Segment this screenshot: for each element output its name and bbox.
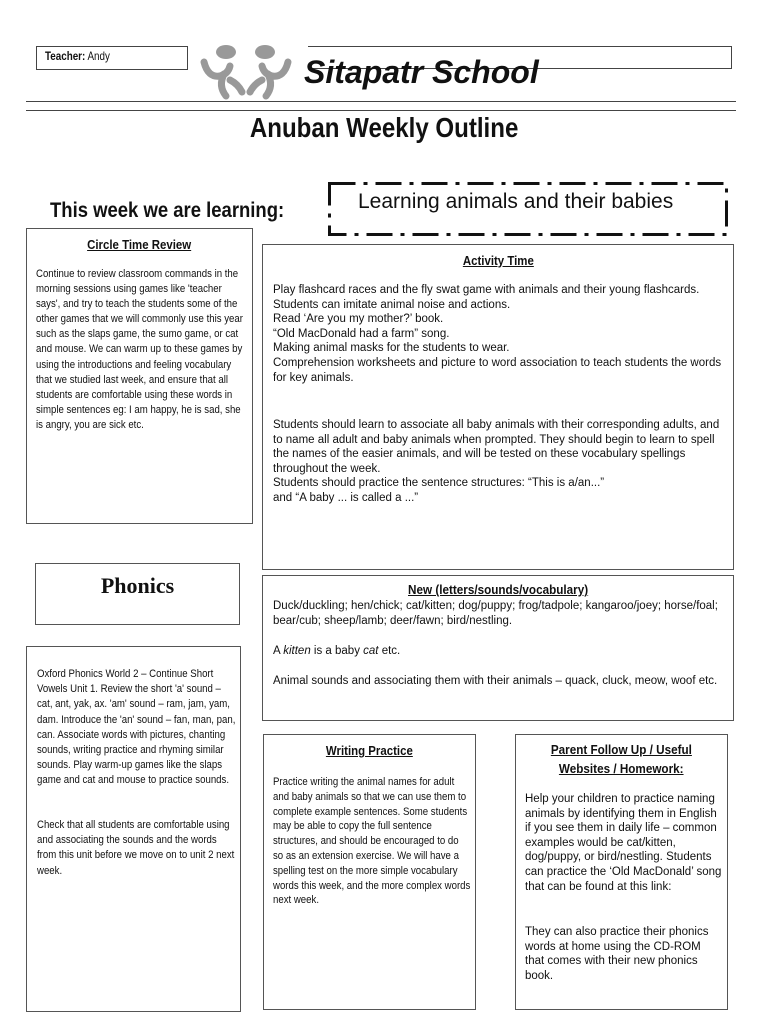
teacher-label: Teacher: [45,49,86,63]
teacher-box [36,46,188,70]
learning-topic: Learning animals and their babies [358,190,674,213]
ex-mid: is a baby [310,645,364,657]
page-title: Anuban Weekly Outline [249,112,519,143]
header-divider-2 [26,110,736,111]
parent-para1: Help your children to practice naming animals by identifying them in English if you see them in daily life – common examples would be cat/kitten, dog/puppy, or bird/nestling. Students can practice the ‘Old MacDonald’ song that can be found at this link: [525,793,722,893]
new-vocab-line3: Animal sounds and associating them with their animals – quack, cluck, meow, woof etc. [273,675,718,687]
ex-a: A [273,645,284,657]
new-vocab-example [273,644,725,659]
activity-time-para1: Play flashcard races and the fly swat game with animals and their young flashcards. Students can imitate animal noise and actions. Read ‘Are you my mother?’ book. “Old MacDonald had a farm” song. Making animal masks for the students to wear. Comprehension worksheets and picture to word association to teach students the words for key animals. [273,284,722,384]
new-vocab-title: New (letters/sounds/vocabulary) [407,582,589,597]
activity-time-box [262,244,734,570]
phonics-heading: Phonics [100,573,175,598]
activity-time-title: Activity Time [462,253,534,268]
phonics-para2: Check that all students are comfortable using and associating the sounds and the words from this unit before we move on to unit 2 next week. [37,819,235,877]
teacher-line [45,49,110,63]
parent-title-line1: Parent Follow Up / Useful [550,742,693,757]
ex-cat: cat [363,645,379,657]
ex-end: etc. [378,645,401,657]
circle-time-title: Circle Time Review [87,237,192,252]
ex-kitten: kitten [283,645,311,657]
activity-time-para2: Students should learn to associate all baby animals with their corresponding adults, and to name all adult and baby animals when prompted. They should begin to learn to spell the names of the easier animals, and will be tested on these vocabulary spellings throughout the week. Students should practice the sentence structures: “This is a/an...” and “A baby ... is called a ...” [273,419,720,504]
parent-para2: They can also practice their phonics words at home using the CD-ROM that comes with their new phonics book. [525,926,709,982]
writing-practice-title: Writing Practice [326,743,413,758]
new-vocab-line1: Duck/duckling; hen/chick; cat/kitten; dog/puppy; frog/tadpole; kangaroo/joey; horse/foal; bear/cub; sheep/lamb; deer/fawn; bird/nestling. [273,600,718,627]
header-divider [26,101,736,102]
teacher-name: Andy [87,49,110,63]
phonics-para1: Oxford Phonics World 2 – Continue Short Vowels Unit 1. Review the short 'a' sound – cat, ant, yak, ax. 'am' sound – ram, jam, yam, dam. Introduce the 'an' sound – fan, man, pan, can. Associate words with pictures, chanting sounds, writing practice and rhyming similar sounds. Play warm-up games like the slaps game and cat and mouse to practice sounds. [37,668,236,787]
school-name: Sitapatr School [304,54,539,90]
new-vocab-box [262,575,734,721]
writing-practice-box [263,734,476,1010]
circle-time-body: Continue to review classroom commands in the morning sessions using games like 'teacher says', and try to teach the students some of the other games that we will commonly use this year such as the slaps game, the sumo game, or cat and mouse. We can warm up to these games by using the introductions and feeling vocabulary that we studied last week, and ensure that all students are comfortable using these words in simple sentences eg: I am happy, he is sad, she is angry, you are sick etc. [36,268,243,431]
phonics-box [26,646,241,1012]
learning-topic-box [328,182,730,238]
parent-title-line2: Websites / Homework: [559,761,684,776]
circle-time-box [26,228,253,524]
learning-label: This week we are learning: [50,199,285,222]
two-children-logo-icon [198,40,294,102]
writing-practice-body: Practice writing the animal names for adult and baby animals so that we can use them to complete example sentences. Some students may be able to copy the full sentence structures, and should be encouraged to do so as an extension exercise. We will have a spelling test on the more simple vocabulary words this week, and the more complex words next week. [273,776,471,907]
phonics-heading-box [35,563,240,625]
parent-follow-up-box [515,734,728,1010]
